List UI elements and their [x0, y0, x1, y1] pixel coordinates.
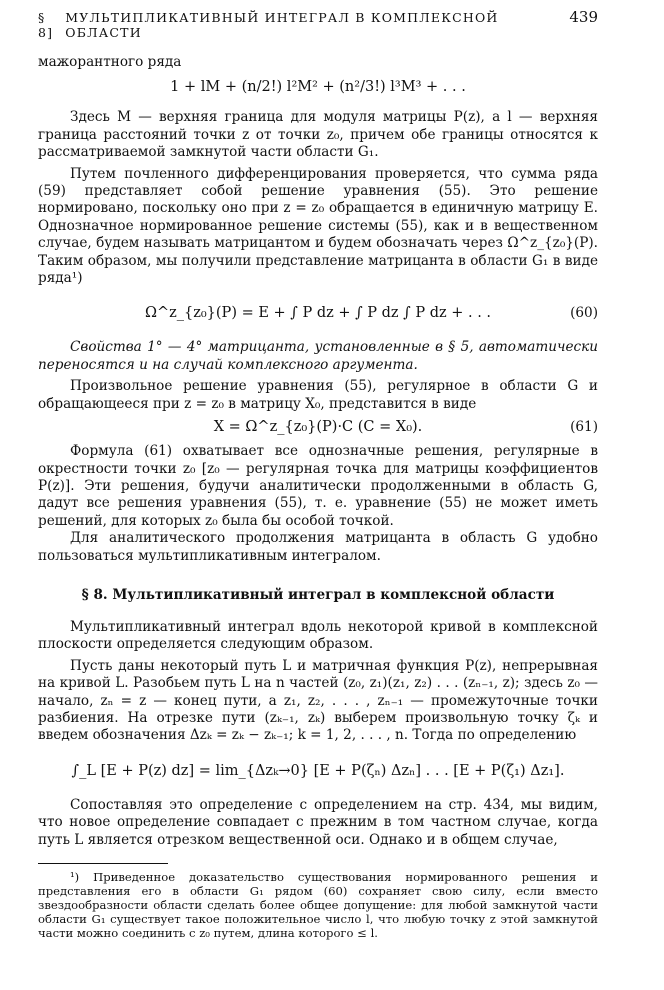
paragraph-5: Произвольное решение уравнения (55), регулярное в области G и обращающееся при z = z₀ в матрицу X₀, представится в виде	[38, 378, 598, 412]
running-title: МУЛЬТИПЛИКАТИВНЫЙ ИНТЕГРАЛ В КОМПЛЕКСНОЙ ОБЛАСТИ	[65, 10, 499, 40]
paragraph-7: Для аналитического продолжения матрицанта в область G удобно пользоваться мультипликативным интегралом.	[38, 530, 598, 564]
formula-matricant-series	[38, 305, 598, 321]
paragraph-4: Свойства 1° — 4° матрицанта, установленные в § 5, автоматически переносятся и на случай комплексного аргумента.	[38, 339, 598, 373]
equation-number-61: (61)	[570, 419, 598, 436]
paragraph-3: Путем почленного дифференцирования проверяется, что сумма ряда (59) представляет собой решение уравнения (55). Это решение нормировано, поскольку оно при z = z₀ обращается в единичную матрицу E. Однозначное нормированное решение системы (55), как и в вещественном случае, будем называть матрицантом и будем обозначать через Ω^z_{z₀}(P). Таким образом, мы получили представление матрицанта в области G₁ в виде ряда¹)	[38, 165, 598, 287]
running-head	[38, 8, 598, 40]
formula-60-text: Ω^z_{z₀}(P) = E + ∫ P dz + ∫ P dz ∫ P dz + . . .	[144, 305, 492, 322]
paragraph-8: Мультипликативный интеграл вдоль некоторой кривой в комплексной плоскости определяется следующим образом.	[38, 618, 598, 653]
equation-number-60: (60)	[570, 305, 598, 322]
page-number: 439	[569, 8, 598, 26]
formula-61-text: X = Ω^z_{z₀}(P)·C (C = X₀).	[213, 419, 423, 436]
paragraph-6: Формула (61) охватывает все однозначные решения, регулярные в окрестности точки z₀ [z₀ — регулярная точка для матрицы коэффициентов P(z)]. Эти решения, будучи аналитически продолженными в область G, дадут все решения уравнения (55), т. е. уравнение (55) не может иметь решений, для которых z₀ была бы особой точкой.	[38, 443, 598, 529]
page	[38, 8, 598, 940]
paragraph-2: Здесь M — верхняя граница для модуля матрицы P(z), а l — верхняя граница расстояний точки z от точки z₀, причем обе границы относятся к рассматриваемой замкнутой части области G₁.	[38, 109, 598, 161]
section-mark: § 8]	[38, 10, 54, 40]
footnote: ¹) Приведенное доказательство существования нормированного решения и представления его в области G₁ рядом (60) сохраняет свою силу, если вместо звездообразности области сделать более общее допущение: для любой замкнутой части области G₁ существует такое положительное число l, что любую точку z этой замкнутой части можно соединить с z₀ путем, длина которого ≤ l.	[38, 870, 598, 940]
footnote-rule	[38, 863, 168, 864]
formula-majorant-series: 1 + lM + (n/2!) l²M² + (n²/3!) l³M³ + . . .	[170, 79, 466, 96]
paragraph-9: Пусть даны некоторый путь L и матричная функция P(z), непрерывная на кривой L. Разобьем путь L на n частей (z₀, z₁)(z₁, z₂) . . . (zₙ₋₁, z); здесь z₀ — начало, zₙ = z — конец пути, а z₁, z₂, . . . , zₙ₋₁ — промежуточные точки разбиения. На отрезке пути (zₖ₋₁, zₖ) выберем произвольную точку ζₖ и введем обозначения Δzₖ = zₖ − zₖ₋₁; k = 1, 2, . . . , n. Тогда по определению	[38, 657, 598, 744]
paragraph-10: Сопоставляя это определение с определением на стр. 434, мы видим, что новое определение совпадает с прежним в том частном случае, когда путь L является отрезком вещественной оси. Однако и в общем случае,	[38, 796, 598, 848]
section-title: § 8. Мультипликативный интеграл в комплексной области	[81, 586, 555, 603]
formula-multiplicative-integral: ∫_L [E + P(z) dz] = lim_{Δzₖ→0} [E + P(ζₙ) Δzₙ] . . . [E + P(ζ₁) Δz₁].	[71, 762, 565, 779]
paragraph-1: мажорантного ряда	[38, 54, 182, 70]
formula-general-solution	[38, 419, 598, 435]
